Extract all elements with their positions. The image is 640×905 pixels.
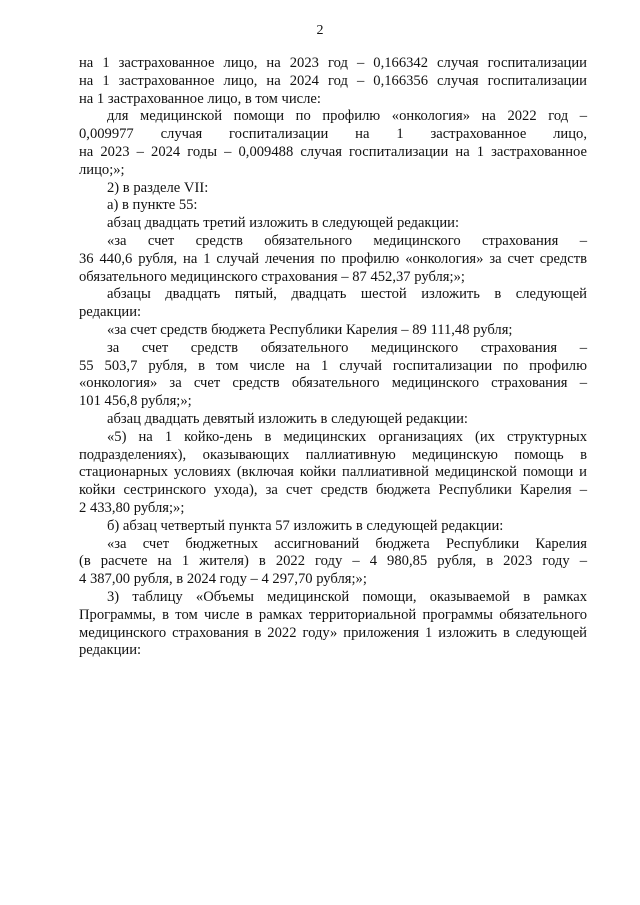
text-line: 101 456,8 рубля;»;	[79, 393, 192, 410]
text-line: 55 503,7 рубля, в том числе на 1 случай госпитализации по профилю	[79, 357, 587, 374]
text-line: абзацы двадцать пятый, двадцать шестой изложить в следующей	[107, 286, 587, 303]
text-line: на 1 застрахованное лицо, в том числе:	[79, 90, 321, 107]
text-line: 0,009977 случая госпитализации на 1 застрахованное лицо,	[79, 126, 587, 143]
text-line: койки сестринского ухода), за счет средств бюджета Республики Карелия –	[79, 482, 587, 499]
text-line: «онкология» за счет средств обязательного медицинского страхования –	[79, 375, 587, 392]
text-line: редакции:	[79, 304, 142, 321]
text-line: абзац двадцать третий изложить в следующей редакции:	[107, 215, 460, 232]
text-line: абзац двадцать девятый изложить в следующей редакции:	[107, 410, 468, 427]
text-line: «5) на 1 койко-день в медицинских организациях (их структурных	[107, 428, 587, 445]
text-line: лицо;»;	[79, 161, 125, 178]
text-line: обязательного медицинского страхования – 87 452,37 рубля;»;	[79, 268, 465, 285]
text-line: подразделениях), оказывающих паллиативную медицинскую помощь в	[79, 446, 587, 463]
text-line: стационарных условиях (включая койки паллиативной медицинской помощи и	[79, 464, 587, 481]
text-line: а) в пункте 55:	[107, 197, 198, 214]
text-line: 2) в разделе VII:	[107, 179, 209, 196]
text-line: редакции:	[79, 642, 142, 659]
text-line: на 2023 – 2024 годы – 0,009488 случая госпитализации на 1 застрахованное	[79, 143, 587, 160]
text-line: 36 440,6 рубля, на 1 случай лечения по профилю «онкология» за счет средств	[79, 250, 587, 267]
page-number: 2	[316, 23, 324, 38]
text-line: 4 387,00 рубля, в 2024 году – 4 297,70 рубля;»;	[79, 571, 367, 588]
text-line: 2 433,80 рубля;»;	[79, 499, 185, 516]
text-line: на 1 застрахованное лицо, на 2023 год – 0,166342 случая госпитализации	[79, 55, 587, 71]
text-line: «за счет средств бюджета Республики Карелия – 89 111,48 рубля;	[107, 321, 513, 338]
document-body	[79, 55, 587, 660]
text-line: (в расчете на 1 жителя) в 2022 году – 4 980,85 рубля, в 2023 году –	[79, 553, 587, 570]
text-line: за счет средств обязательного медицинского страхования –	[107, 339, 587, 356]
text-line: на 1 застрахованное лицо, на 2024 год – 0,166356 случая госпитализации	[79, 72, 587, 89]
text-line: 3) таблицу «Объемы медицинской помощи, оказываемой в рамках	[107, 588, 587, 605]
text-line: Программы, в том числе в рамках территориальной программы обязательного	[79, 606, 587, 623]
text-line: б) абзац четвертый пункта 57 изложить в следующей редакции:	[107, 517, 504, 534]
text-line: медицинского страхования в 2022 году» приложения 1 изложить в следующей	[79, 624, 587, 641]
text-line: для медицинской помощи по профилю «онкология» на 2022 год –	[107, 108, 587, 125]
text-line: «за счет бюджетных ассигнований бюджета Республики Карелия	[107, 535, 587, 552]
text-line: «за счет средств обязательного медицинского страхования –	[107, 232, 587, 249]
